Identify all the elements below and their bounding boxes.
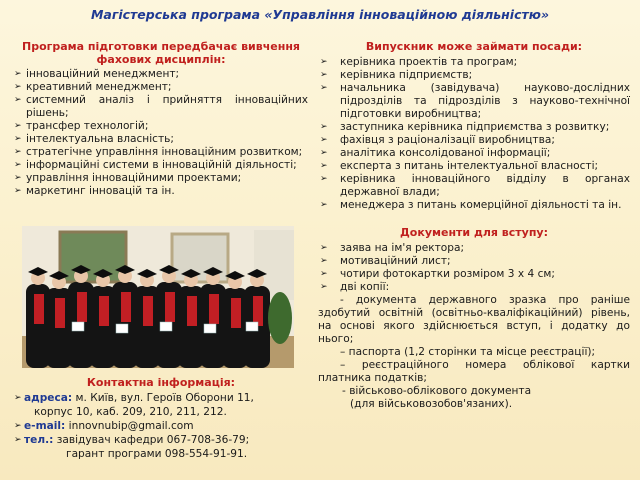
documents-list [318, 242, 630, 294]
list-item: ➢ дві копії: [320, 281, 390, 293]
arrow-bullet-icon: ➢ [14, 173, 22, 183]
address-row [14, 391, 308, 405]
phone-line2: гарант програми 098-554-91-91. [66, 448, 248, 460]
document-sub-item: - документа державного зразка про раніше здобутий освітній (освітньо-кваліфікаційний) рівень, на основі якого здійснюється вступ, і додатку до нього; [318, 294, 630, 345]
arrow-bullet-icon: ➢ [320, 282, 328, 292]
positions-section [318, 40, 630, 411]
phone-label: тел.: [24, 434, 54, 446]
arrow-bullet-icon: ➢ [14, 435, 22, 445]
arrow-bullet-icon: ➢ [14, 421, 22, 431]
list-item: ➢ маркетинг інновацій та ін. [14, 185, 175, 197]
list-item: ➢ інформаційні системи в інноваційній діяльності; [14, 159, 297, 171]
list-item: ➢ мотиваційний лист; [320, 255, 451, 267]
arrow-bullet-icon: ➢ [320, 148, 328, 158]
list-item: ➢ керівника проектів та програм; [320, 56, 518, 68]
list-item: ➢ інтелектуальна власність; [14, 133, 174, 145]
arrow-bullet-icon: ➢ [320, 161, 328, 171]
arrow-bullet-icon: ➢ [14, 121, 22, 131]
arrow-bullet-icon: ➢ [320, 174, 328, 184]
list-item: ➢ чотири фотокартки розміром 3 х 4 см; [320, 268, 555, 280]
disciplines-header-line1: Програма підготовки передбачає вивчення [22, 40, 300, 53]
address-line1: м. Київ, вул. Героїв Оборони 11, [75, 392, 254, 404]
contact-header: Контактна інформація: [86, 376, 236, 389]
list-item: ➢ експерта з питань інтелектуальної власності; [320, 160, 599, 172]
arrow-bullet-icon: ➢ [320, 70, 328, 80]
list-item: ➢ керівника підприємств; [320, 69, 473, 81]
arrow-bullet-icon: ➢ [320, 243, 328, 253]
document-sub-item: – паспорта (1,2 сторінки та місце реєстрації); [340, 346, 596, 358]
arrow-bullet-icon: ➢ [14, 393, 22, 403]
page-title: Магістерська програма «Управління інноваційною діяльністю» [90, 7, 550, 22]
arrow-bullet-icon: ➢ [14, 160, 22, 170]
documents-header: Документи для вступу: [400, 226, 548, 239]
address-line2: корпус 10, каб. 209, 210, 211, 212. [34, 406, 227, 418]
arrow-bullet-icon: ➢ [14, 69, 22, 79]
email-link[interactable]: innovnubip@gmail.com [68, 420, 194, 432]
arrow-bullet-icon: ➢ [14, 95, 22, 105]
address-label: адреса: [24, 392, 73, 404]
list-item: ➢ креативний менеджмент; [14, 81, 172, 93]
disciplines-header-line2: фахових дисциплін: [96, 53, 226, 66]
graduates-photo [22, 226, 294, 368]
list-item: ➢ керівника інноваційного відділу в органах державної влади; [320, 173, 630, 198]
positions-header: Випускник може займати посади: [365, 40, 583, 53]
document-sub-item: – реєстраційного номера облікової картки платника податків; [318, 359, 630, 384]
email-label: e-mail: [24, 420, 66, 432]
arrow-bullet-icon: ➢ [14, 147, 22, 157]
list-item: ➢ заступника керівника підприємства з розвитку; [320, 121, 610, 133]
arrow-bullet-icon: ➢ [320, 256, 328, 266]
phone-line1: завідувач кафедри 067-708-36-79; [56, 434, 250, 446]
list-item: ➢ начальника (завідувача) науково-дослідних підрозділів та підрозділів з науково-технічної підготовки виробництва; [320, 82, 630, 120]
document-sub-item: - військово-облікового документа [342, 385, 532, 397]
arrow-bullet-icon: ➢ [320, 57, 328, 67]
list-item: ➢ трансфер технологій; [14, 120, 149, 132]
list-item: ➢ управління інноваційними проектами; [14, 172, 242, 184]
email-row [14, 419, 308, 433]
arrow-bullet-icon: ➢ [320, 135, 328, 145]
arrow-bullet-icon: ➢ [320, 269, 328, 279]
arrow-bullet-icon: ➢ [14, 82, 22, 92]
contact-section [14, 376, 308, 461]
arrow-bullet-icon: ➢ [320, 83, 328, 93]
arrow-bullet-icon: ➢ [14, 186, 22, 196]
list-item: ➢ системний аналіз і прийняття інноваційних рішень; [14, 94, 308, 119]
arrow-bullet-icon: ➢ [14, 134, 22, 144]
arrow-bullet-icon: ➢ [320, 200, 328, 210]
disciplines-section [14, 40, 308, 198]
document-sub-item: (для військовозобов'язаних). [350, 398, 513, 410]
list-item: ➢ аналітика консолідованої інформації; [320, 147, 551, 159]
graduates-photo-illustration [22, 226, 294, 368]
list-item: ➢ інноваційний менеджмент; [14, 68, 180, 80]
documents-section [318, 226, 630, 411]
disciplines-list [14, 68, 308, 198]
phone-row [14, 433, 308, 447]
list-item: ➢ стратегічне управління інноваційним розвитком; [14, 146, 303, 158]
positions-list [318, 56, 630, 212]
list-item: ➢ менеджера з питань комерційної діяльності та ін. [320, 199, 622, 211]
list-item: ➢ фахівця з раціоналізації виробництва; [320, 134, 555, 146]
arrow-bullet-icon: ➢ [320, 122, 328, 132]
list-item: ➢ заява на ім'я ректора; [320, 242, 465, 254]
